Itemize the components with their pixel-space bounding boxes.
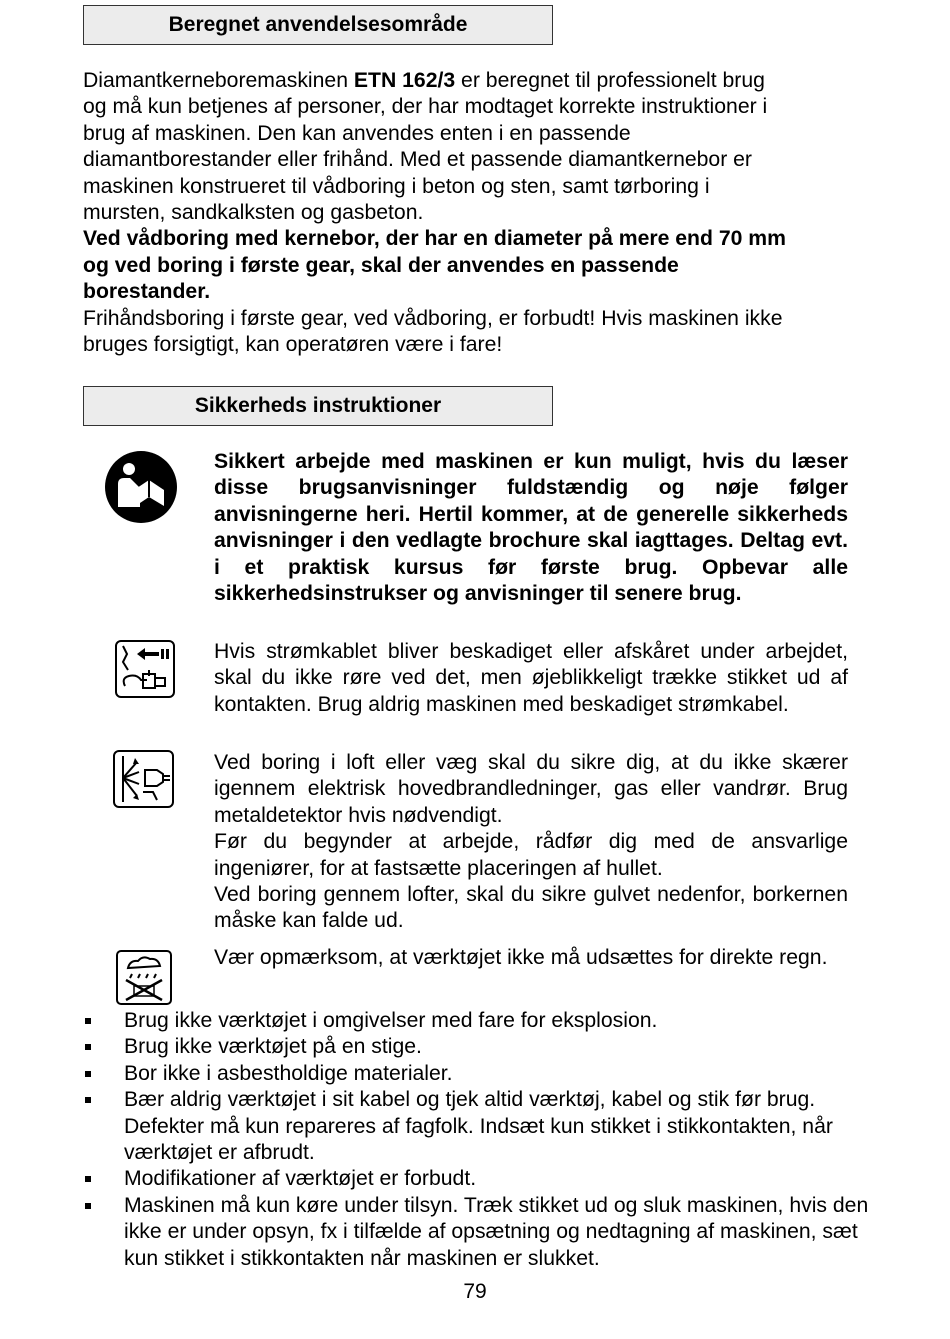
- section-heading-text: Sikkerheds instruktioner: [194, 394, 442, 417]
- drilling-instruction: [214, 750, 848, 935]
- bullet-square-icon: [85, 1097, 91, 1103]
- text-line: Frihåndsboring i første gear, ved vådboring, er forbudt! Hvis maskinen ikke: [83, 306, 783, 330]
- warning-line: Ved vådboring med kernebor, der har en diameter på mere end 70 mm: [83, 227, 786, 251]
- list-item: Brug ikke værktøjet i omgivelser med fare for eksplosion.: [83, 1008, 873, 1034]
- bullet-square-icon: [85, 1203, 91, 1209]
- drilling-instruction-part: Ved boring gennem lofter, skal du sikre gulvet nedenfor, borkernen måske kan falde ud.: [214, 883, 848, 933]
- section-heading-safety: [83, 386, 553, 426]
- page-number: 79: [463, 1280, 487, 1303]
- safety-bullet-list: [83, 1008, 873, 1272]
- cable-instruction: Hvis strømkablet bliver beskadiget eller afskåret under arbejdet, skal du ikke røre ved det, men øjeblikkeligt trække stikket ud af kontakten. Brug aldrig maskinen med beskadiget strømkabel.: [214, 640, 848, 716]
- text-line: brug af maskinen. Den kan anvendes enten i en passende: [83, 121, 631, 145]
- list-item: Maskinen må kun køre under tilsyn. Træk stikket ud og sluk maskinen, hvis den ikke er under opsyn, fx i tilfælde af opsætning og nedtagning af maskinen, sæt kun stikket i stikkontakten når maskinen er slukket.: [83, 1193, 873, 1272]
- text-line: maskinen konstrueret til vådboring i beton og sten, samt tørboring i: [83, 174, 710, 198]
- bullet-square-icon: [85, 1018, 91, 1024]
- text-line: diamantborestander eller frihånd. Med et passende diamantkernebor er: [83, 148, 752, 172]
- bullet-square-icon: [85, 1176, 91, 1182]
- text-line: og må kun betjenes af personer, der har modtaget korrekte instruktioner i: [83, 95, 768, 119]
- drilling-instruction-part: Før du begynder at arbejde, rådfør dig med de ansvarlige ingeniører, for at fastsætte placeringen af hullet.: [214, 830, 848, 880]
- intended-use-paragraph: [83, 68, 863, 358]
- list-item: Bær aldrig værktøjet i sit kabel og tjek altid værktøj, kabel og stik før brug. Defekter må kun repareres af fagfolk. Indsæt kun stikket i stikkontakten, når værktøjet er afbrudt.: [83, 1087, 873, 1166]
- bullet-square-icon: [85, 1044, 91, 1050]
- text-line: mursten, sandkalksten og gasbeton.: [83, 201, 424, 225]
- bullet-square-icon: [85, 1071, 91, 1077]
- unplug-cable-icon: [115, 640, 175, 698]
- text-line: Diamantkerneboremaskinen ETN 162/3 er beregnet til professionelt brug: [83, 69, 765, 92]
- list-item: Brug ikke værktøjet på en stige.: [83, 1034, 873, 1060]
- list-item: Modifikationer af værktøjet er forbudt.: [83, 1166, 873, 1192]
- list-item: Bor ikke i asbestholdige materialer.: [83, 1061, 873, 1087]
- read-manual-icon: [104, 450, 178, 524]
- no-rain-icon: [116, 950, 172, 1005]
- drilling-instruction-part: Ved boring i loft eller væg skal du sikre dig, at du ikke skærer igennem elektrisk hovedbrandledninger, gas eller vandrør. Brug metaldetektor hvis nødvendigt.: [214, 751, 848, 827]
- text-line: bruges forsigtigt, kan operatøren være i fare!: [83, 333, 503, 357]
- warning-line: borestander.: [83, 280, 211, 304]
- section-heading-intended-use: [83, 5, 553, 45]
- section-heading-text: Beregnet anvendelsesområde: [168, 13, 468, 36]
- rain-instruction: Vær opmærksom, at værktøjet ikke må udsættes for direkte regn.: [214, 946, 828, 969]
- warning-line: og ved boring i første gear, skal der anvendes en passende: [83, 253, 679, 277]
- read-manual-instruction: Sikkert arbejde med maskinen er kun muligt, hvis du læser disse brugsanvisninger fuldstændig og nøje følger anvisningerne heri. Hertil kommer, at de generelle sikkerheds anvisninger i den vedlagte brochure skal iagttages. Deltag evt. i et praktisk kursus før første brug. Opbevar alle sikkerhedsinstrukser og anvisninger til senere brug.: [214, 450, 848, 606]
- hidden-wires-icon: [113, 750, 174, 808]
